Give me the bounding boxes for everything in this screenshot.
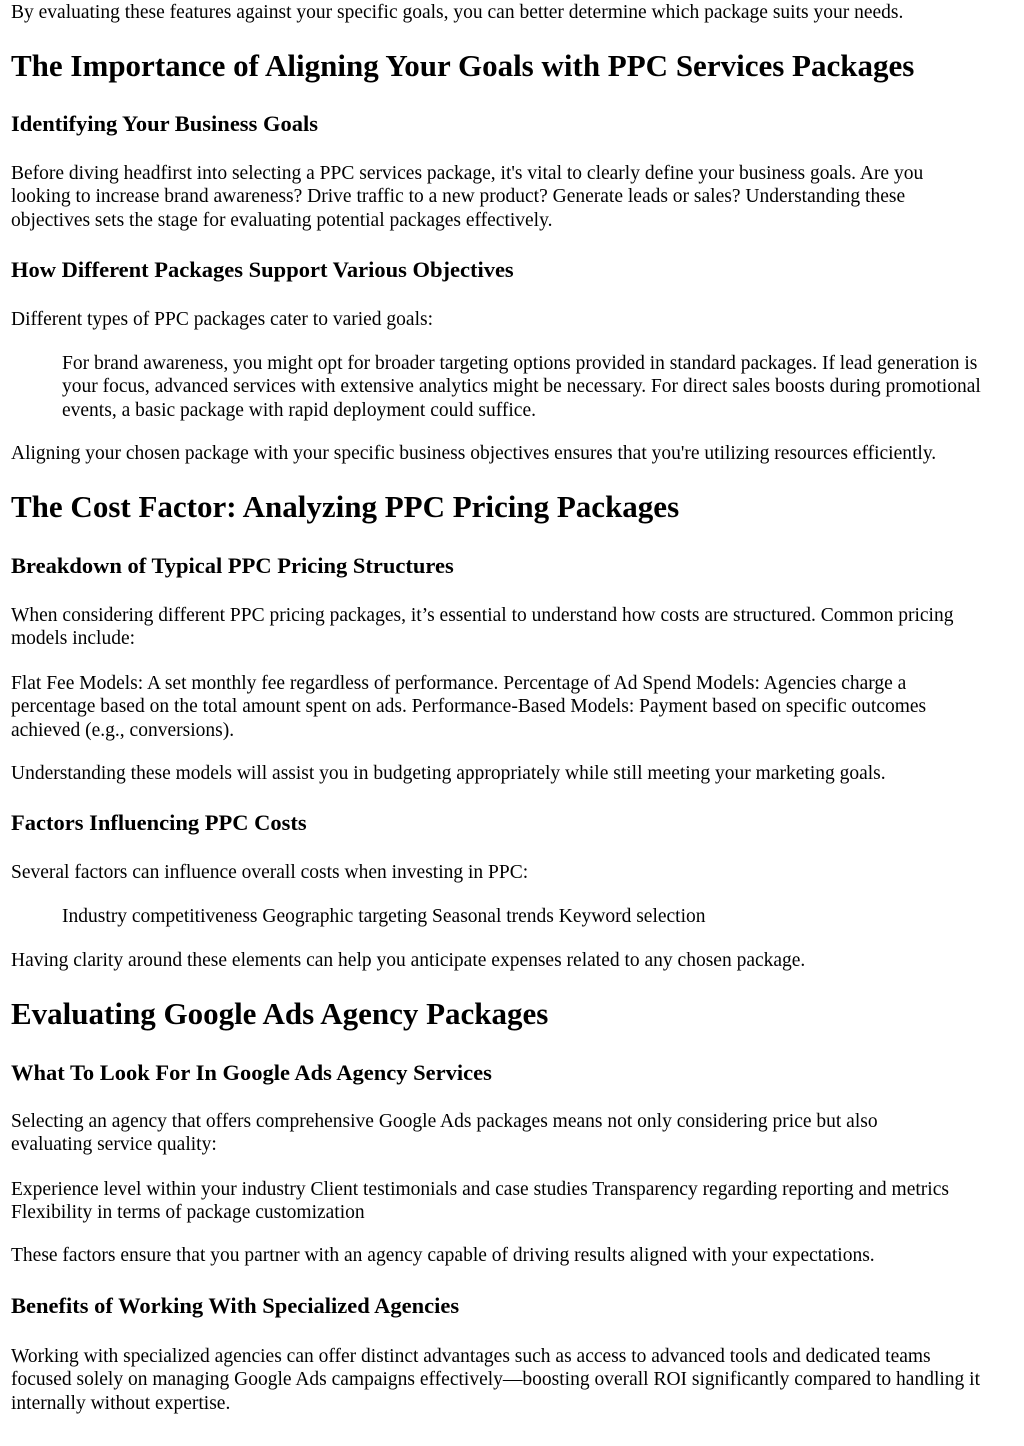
subheading-factors-influencing: Factors Influencing PPC Costs bbox=[11, 810, 307, 835]
paragraph-working-with-agencies: Working with specialized agencies can offer distinct advantages such as access to advanced tools and dedicated teams focused solely on managing Google Ads campaigns effectively—boosting overall ROI significantly compared to handling it internally without expertise. bbox=[11, 1346, 981, 1414]
paragraph-different-types: Different types of PPC packages cater to varied goals: bbox=[11, 309, 434, 330]
paragraph-understanding: Understanding these models will assist you in budgeting appropriately while still meeting your marketing goals. bbox=[11, 763, 886, 784]
paragraph-clarity: Having clarity around these elements can help you anticipate expenses related to any chosen package. bbox=[11, 950, 806, 971]
heading-importance: The Importance of Aligning Your Goals with PPC Services Packages bbox=[11, 48, 915, 83]
quote-objectives bbox=[62, 352, 1014, 422]
subheading-breakdown: Breakdown of Typical PPC Pricing Structures bbox=[11, 553, 454, 578]
paragraph-aligning: Aligning your chosen package with your specific business objectives ensures that you're utilizing resources efficiently. bbox=[11, 443, 937, 464]
intro-paragraph: By evaluating these features against your specific goals, you can better determine which package suits your needs. bbox=[11, 2, 904, 23]
quote-factors-text: Industry competitiveness Geographic targeting Seasonal trends Keyword selection bbox=[62, 906, 706, 927]
heading-cost-factor: The Cost Factor: Analyzing PPC Pricing Packages bbox=[11, 489, 680, 524]
paragraph-breakdown: When considering different PPC pricing packages, it’s essential to understand how costs are structured. Common pricing models include: bbox=[11, 605, 954, 650]
quote-objectives-text: For brand awareness, you might opt for broader targeting options provided in standard packages. If lead generation is your focus, advanced services with extensive analytics might be necessary. For direct sales boosts during promotional events, a basic package with rapid deployment could suffice. bbox=[62, 353, 981, 421]
paragraph-identifying-goals: Before diving headfirst into selecting a PPC services package, it's vital to clearly define your business goals. Are you looking to increase brand awareness? Drive traffic to a new product? Generate leads or sales? Understanding these objectives sets the stage for evaluating potential packages effectively. bbox=[11, 163, 924, 231]
paragraph-selecting-agency: Selecting an agency that offers comprehensive Google Ads packages means not only considering price but also evaluating service quality: bbox=[11, 1111, 878, 1156]
paragraph-these-factors: These factors ensure that you partner with an agency capable of driving results aligned with your expectations. bbox=[11, 1245, 875, 1266]
paragraph-several-factors: Several factors can influence overall costs when investing in PPC: bbox=[11, 862, 529, 883]
paragraph-experience-list: Experience level within your industry Client testimonials and case studies Transparency regarding reporting and metrics Flexibility in terms of package customization bbox=[11, 1179, 949, 1224]
subheading-identifying-goals: Identifying Your Business Goals bbox=[11, 111, 318, 136]
paragraph-pricing-models: Flat Fee Models: A set monthly fee regardless of performance. Percentage of Ad Spend Models: Agencies charge a percentage based on the total amount spent on ads. Performance-Based Models: Payment based on specific outcomes achieved (e.g., conversions). bbox=[11, 673, 927, 741]
subheading-benefits: Benefits of Working With Specialized Agencies bbox=[11, 1293, 460, 1318]
quote-factors bbox=[62, 905, 1014, 928]
subheading-how-different-packages: How Different Packages Support Various Objectives bbox=[11, 257, 514, 282]
heading-evaluating-google-ads: Evaluating Google Ads Agency Packages bbox=[11, 996, 549, 1031]
subheading-what-to-look-for: What To Look For In Google Ads Agency Services bbox=[11, 1060, 492, 1085]
